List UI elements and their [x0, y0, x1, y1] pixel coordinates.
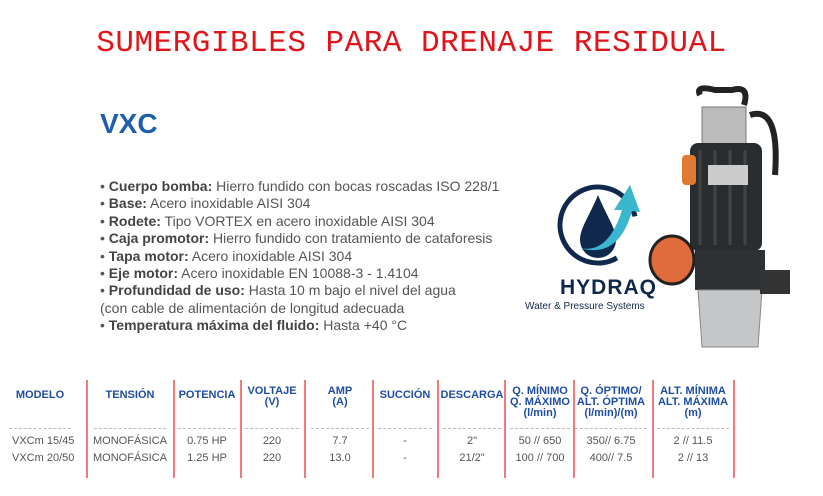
spec-text: Hierro fundido con bocas roscadas ISO 228/1	[212, 178, 500, 194]
column-header: ALT. MÍNIMA ALT. MÁXIMA (m)	[657, 385, 729, 419]
spec-text: Hierro fundido con tratamiento de cataforesis	[209, 230, 493, 247]
spec-label: Rodete:	[108, 212, 161, 229]
spec-list	[100, 178, 499, 335]
spec-item	[100, 300, 499, 317]
column-header: TENSIÓN	[105, 389, 155, 401]
table-cell: MONOFÁSICA	[93, 452, 167, 464]
spec-text: Acero inoxidable EN 10088-3 - 1.4104	[178, 265, 419, 282]
table-cell: 13.0	[329, 452, 351, 464]
table-cell: 0.75 HP	[187, 435, 227, 447]
table-cell: 220	[262, 452, 282, 464]
spec-label: Base:	[108, 195, 147, 212]
table-cell: MONOFÁSICA	[93, 435, 167, 447]
model-name: VXC	[100, 108, 158, 139]
table-cell: 7.7	[332, 435, 348, 447]
column-header: Q. MÍNIMO Q. MÁXIMO (l/min)	[510, 385, 570, 419]
table-cell: 2 // 11.5	[673, 435, 713, 447]
spec-item: • Temperatura máxima del fluido: Hasta +40 °C	[100, 317, 408, 334]
spec-item: • Base: Acero inoxidable AISI 304	[100, 195, 311, 212]
spec-text: Acero inoxidable AISI 304	[188, 247, 353, 264]
table-cell: VXCm 15/45	[12, 435, 75, 447]
spec-label: Temperatura máxima del fluido:	[108, 317, 320, 334]
table-cell: 400// 7.5	[589, 452, 633, 464]
spec-item: • Caja promotor: Hierro fundido con tratamiento de cataforesis	[100, 230, 493, 247]
table-cell: 2 // 13	[677, 452, 709, 464]
table-cell: 1.25 HP	[187, 452, 227, 464]
table-cell: VXCm 20/50	[12, 452, 75, 464]
spec-item: • Cuerpo bomba: Hierro fundido con bocas roscadas ISO 228/1	[100, 178, 500, 194]
column-divider	[733, 380, 735, 478]
spec-item: • Rodete: Tipo VORTEX en acero inoxidable AISI 304	[100, 212, 435, 229]
column-header: VOLTAJE (V)	[247, 385, 297, 408]
divider	[443, 428, 501, 429]
spec-text: Tipo VORTEX en acero inoxidable AISI 304	[160, 212, 435, 229]
spec-item: • Profundidad de uso: Hasta 10 m bajo el nivel del agua	[100, 282, 456, 299]
spec-label: Caja promotor:	[108, 230, 210, 247]
pump-image	[640, 85, 810, 365]
column-divider	[86, 380, 88, 478]
divider	[378, 428, 432, 429]
column-header: POTENCIA	[178, 389, 236, 401]
divider	[178, 428, 236, 429]
column-header: MODELO	[15, 389, 65, 401]
table-cell: -	[403, 452, 407, 464]
logo-tagline: Water & Pressure Systems	[525, 301, 645, 312]
table-cell: 2"	[466, 435, 478, 447]
spec-label: Eje motor:	[108, 265, 179, 282]
table-cell: 50 // 650	[518, 435, 562, 447]
table-cell: 350// 6.75	[586, 435, 636, 447]
divider	[245, 428, 299, 429]
table-cell: 21/2"	[459, 452, 485, 464]
column-header: DESCARGA	[440, 389, 504, 401]
spec-text: Hasta 10 m bajo el nivel del agua	[244, 282, 456, 299]
spec-label: Cuerpo bomba:	[108, 178, 213, 194]
logo-name: HYDRAQ	[560, 276, 658, 299]
column-divider	[304, 380, 306, 478]
spec-text: Acero inoxidable AISI 304	[146, 195, 311, 212]
table-cell: 100 // 700	[515, 452, 565, 464]
spec-text: Hasta +40 °C	[319, 317, 408, 334]
divider	[657, 428, 729, 429]
table-cell: -	[403, 435, 407, 447]
divider	[9, 428, 71, 429]
spec-text: (con cable de alimentación de longitud adecuada	[100, 299, 405, 316]
spec-label: Tapa motor:	[108, 247, 189, 264]
divider	[94, 428, 166, 429]
divider	[311, 428, 369, 429]
divider	[575, 428, 647, 429]
column-header: AMP (A)	[327, 385, 353, 408]
divider	[510, 428, 570, 429]
column-header: SUCCIÓN	[379, 389, 431, 401]
column-header: Q. ÓPTIMO/ ALT. ÓPTIMA (l/min)/(m)	[576, 385, 646, 419]
page-title: SUMERGIBLES PARA DRENAJE RESIDUAL	[96, 26, 727, 61]
spec-item: • Eje motor: Acero inoxidable EN 10088-3 - 1.4104	[100, 265, 419, 282]
spec-item: • Tapa motor: Acero inoxidable AISI 304	[100, 247, 353, 264]
spec-label: Profundidad de uso:	[108, 282, 245, 299]
table-cell: 220	[262, 435, 282, 447]
